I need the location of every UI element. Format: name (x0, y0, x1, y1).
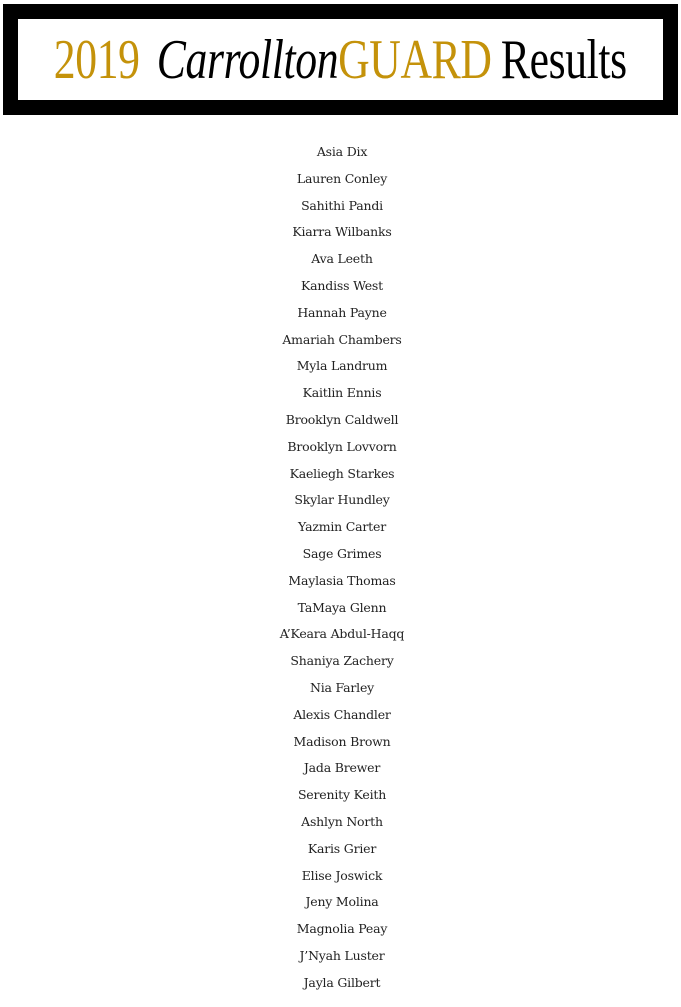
list-item: Kaitlin Ennis (302, 385, 382, 401)
list-item: Asia Dix (316, 144, 368, 159)
title-city: Carrollton (156, 28, 339, 91)
list-item: Skylar Hundley (294, 492, 390, 508)
list-item: Sahithi Pandi (301, 197, 383, 213)
list-item: Ava Leeth (311, 251, 373, 267)
list-item: Maylasia Thomas (288, 572, 396, 588)
list-item: A’Keara Abdul-Haqq (279, 626, 405, 642)
title-guard: GUARD (338, 28, 492, 91)
list-item: Elise Joswick (301, 867, 383, 883)
title-year: 2019 (54, 28, 140, 91)
list-item: Kaeliegh Starkes (289, 465, 395, 481)
page-title-text (54, 28, 627, 91)
list-item: Magnolia Peay (296, 921, 388, 937)
list-item: Lauren Conley (296, 170, 388, 186)
page-title (18, 19, 663, 100)
list-item: Jada Brewer (303, 760, 381, 776)
list-item: Jeny Molina (305, 894, 379, 910)
title-banner-inner (18, 19, 663, 100)
list-item: Jayla Gilbert (303, 974, 381, 990)
title-results: Results (501, 28, 627, 91)
results-name-list (0, 141, 681, 999)
list-item: Ashlyn North (301, 813, 383, 829)
list-item: Madison Brown (293, 733, 391, 749)
list-item: Myla Landrum (296, 358, 388, 374)
list-item: Serenity Keith (297, 787, 387, 803)
list-item: Yazmin Carter (298, 519, 386, 535)
list-item: Kiarra Wilbanks (292, 224, 392, 240)
list-item: Brooklyn Lovvorn (287, 438, 397, 454)
list-item: J’Nyah Luster (299, 947, 385, 963)
list-item: Alexis Chandler (293, 706, 391, 722)
list-item: Sage Grimes (302, 545, 382, 561)
list-item: TaMaya Glenn (297, 599, 387, 615)
list-item: Karis Grier (307, 840, 377, 856)
title-banner (3, 4, 678, 115)
list-item: Brooklyn Caldwell (285, 411, 399, 427)
list-item: Hannah Payne (297, 304, 387, 320)
list-item: Shaniya Zachery (290, 653, 394, 669)
list-item: Nia Farley (309, 679, 375, 695)
list-item: Kandiss West (301, 277, 383, 293)
list-item: Amariah Chambers (282, 331, 402, 347)
